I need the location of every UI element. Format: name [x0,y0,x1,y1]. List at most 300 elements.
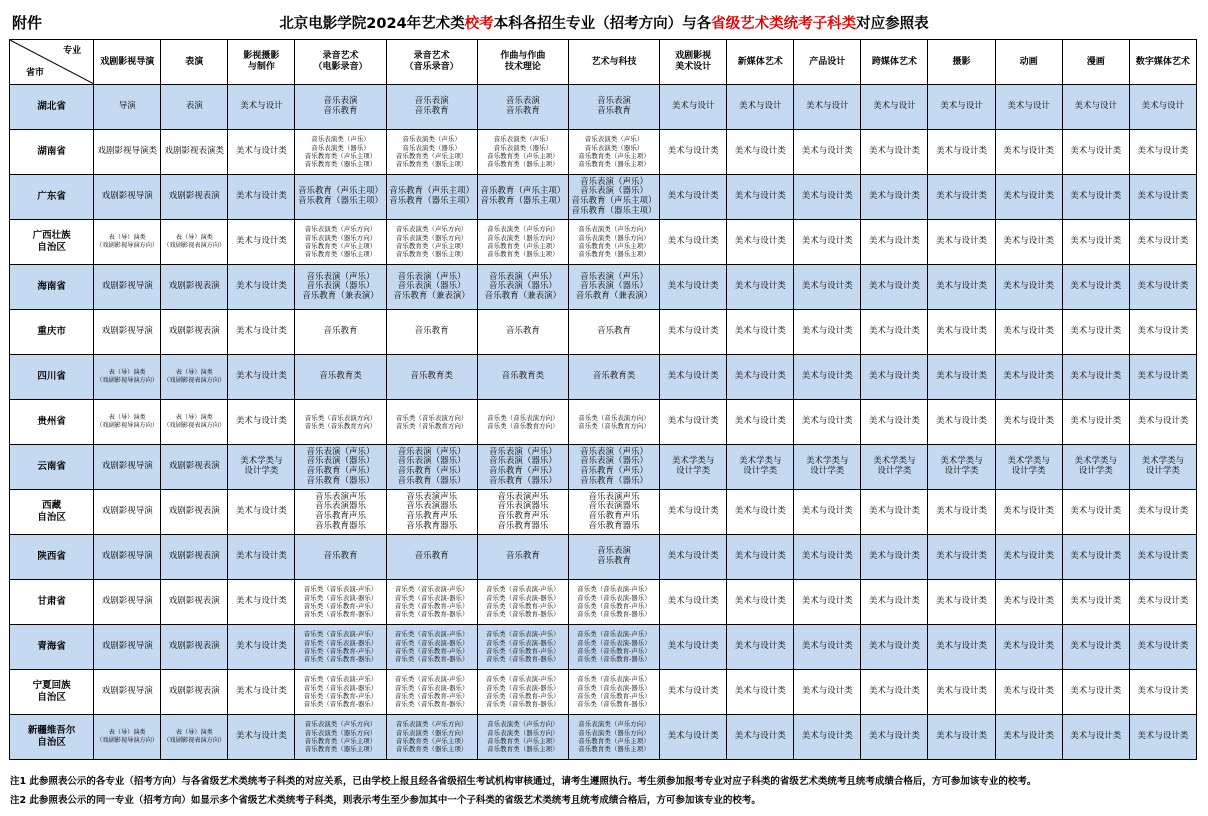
cell-line: 音乐教育 [414,106,449,116]
cell-line: 戏剧影视导演 [101,686,153,697]
table-cell: 美术与设计类 [995,310,1062,355]
cell-line: 音乐类（音乐教育方向） [578,422,650,430]
province-cell [10,445,94,490]
table-cell [161,355,228,400]
cell-line: 音乐表演类（声乐） [402,135,461,144]
cell-line: 美术学类与 [940,456,983,467]
table-cell: 美术与设计类 [1129,175,1196,220]
table-cell: 美术与设计类 [794,715,861,760]
table-cell [386,220,477,265]
cell-line: 音乐表演（声乐） [488,271,557,282]
cell-line: 音乐表演类（声乐方向） [578,225,650,234]
province-cell [10,130,94,175]
header-row [10,40,1197,85]
cell-line: 动画 [1019,56,1038,67]
cell-line: 音乐教育器乐 [588,520,640,531]
table-cell: 美术与设计类 [727,265,794,310]
table-cell [295,580,386,625]
table-cell: 美术与设计类 [861,355,928,400]
table-cell: 美术与设计类 [727,625,794,670]
table-cell: 美术与设计 [928,85,995,130]
table-row [10,715,1197,760]
cell-line: 音乐表演（器乐） [306,281,375,292]
table-row [10,265,1197,310]
cell-line: 录音艺术 [413,51,450,61]
table-cell: 美术与设计类 [727,310,794,355]
cell-line: 戏剧影视表演类 [164,146,225,157]
table-cell [386,85,477,130]
cell-line: 音乐教育声乐 [315,511,367,521]
cell-line: 音乐类（音乐教育-声乐） [394,692,469,700]
table-cell [295,130,386,175]
table-cell: 美术与设计类 [1062,535,1129,580]
table-cell: 美术与设计类 [1062,220,1129,265]
table-cell: 美术与设计类 [794,130,861,175]
cell-line: 音乐类（音乐表演-声乐） [394,585,469,594]
table-cell: 美术与设计类 [1062,715,1129,760]
table-cell: 美术与设计类 [995,625,1062,670]
cell-line: 音乐类（音乐表演-声乐） [485,675,560,684]
cell-line: 音乐教育（声乐主项） [571,196,657,206]
cell-line: 音乐教育类（器乐主项） [304,250,377,259]
table-row [10,355,1197,400]
cell-line: 海南省 [37,281,66,292]
cell-line: 音乐类（音乐表演-器乐） [394,683,469,692]
table-cell [295,175,386,220]
cell-line: 音乐类（音乐教育-声乐） [577,692,651,700]
cell-line: 戏剧影视表演 [168,551,220,562]
corner-label-province: 省市 [26,68,45,78]
cell-line: 音乐教育类（器乐主项） [578,745,650,754]
cell-line: 音乐类（音乐教育-器乐） [577,655,651,664]
table-row [10,175,1197,220]
cell-line: 美术与设计类 [235,641,287,652]
table-cell: 美术与设计类 [928,535,995,580]
cell-line: 音乐类（音乐表演-声乐） [394,630,469,639]
table-cell: 美术与设计 [1129,85,1196,130]
table-cell [568,310,659,355]
table-cell [228,175,295,220]
cell-line: 音乐类（音乐教育-声乐） [394,602,469,610]
cell-line: 新媒体艺术 [737,56,783,67]
table-cell: 美术与设计类 [660,670,727,715]
cell-line: 音乐表演类（声乐） [584,135,644,144]
province-cell [10,355,94,400]
cell-line: 美术学类与 [738,456,782,467]
cell-line: 音乐表演声乐 [497,491,549,502]
cell-line: 设计学类 [676,466,711,476]
cell-line: 音乐教育类（器乐主项） [395,250,468,259]
cell-line: 音乐教育类（声乐主项） [487,152,559,160]
cell-line: 设计学类 [743,466,778,476]
cell-line: 美术与设计 [240,101,283,112]
cell-line: 美术学类与 [671,456,715,467]
table-cell: 美术与设计类 [1062,625,1129,670]
cell-line: 湖南省 [37,146,66,157]
cell-line: 音乐类（音乐教育-声乐） [485,692,560,700]
cell-line: 音乐表演类（声乐方向） [578,720,650,729]
table-cell: 美术与设计类 [1129,400,1196,445]
table-cell [386,625,477,670]
table-cell: 美术与设计类 [861,175,928,220]
note-1: 注1 此参照表公示的各专业（招考方向）与各省级艺术类统考子科类的对应关系，已由学校上报且经各省级招生考试机构审核通过，请考生遵照执行。考生须参加报考专业对应子科类的省级艺术类统考且统考成绩合格后，方可参加该专业的校考。 [10,776,1037,787]
cell-line: 音乐类（音乐教育-声乐） [394,647,469,655]
cell-line: 音乐表演类（器乐方向） [578,728,650,737]
cell-line: 湖北省 [37,101,66,112]
province-cell [10,310,94,355]
table-cell: 美术与设计类 [1062,310,1129,355]
cell-line: 美术与设计类 [235,551,287,562]
cell-line: 音乐类（音乐教育-声乐） [303,602,378,610]
table-cell [295,625,386,670]
cell-line: 设计学类 [1011,466,1046,476]
table-cell [295,220,386,265]
table-cell: 美术与设计类 [1062,130,1129,175]
table-cell: 美术与设计类 [794,535,861,580]
table-cell [386,490,477,535]
table-cell: 美术与设计类 [995,265,1062,310]
cell-line: 音乐类（音乐表演方向） [578,413,650,422]
cell-line: 音乐教育类 [410,371,453,382]
cell-line: 音乐表演类（声乐方向） [395,225,468,234]
cell-line: （戏剧影视表演方向） [163,242,226,249]
table-cell: 美术与设计类 [660,265,727,310]
table-cell [94,175,161,220]
cell-line: 音乐表演类（器乐） [402,143,461,152]
cell-line: 音乐类（音乐表演方向） [304,413,377,422]
cell-line: 音乐类（音乐教育-声乐） [577,602,651,610]
column-header [660,40,727,85]
cell-line: 音乐表演（器乐） [488,456,557,467]
table-cell [386,265,477,310]
table-cell: 美术与设计类 [861,580,928,625]
column-header [228,40,295,85]
cell-line: 音乐教育类（声乐主项） [395,152,468,160]
cell-line: 音乐类（音乐表演-声乐） [577,585,651,594]
cell-line: 音乐类（音乐教育-器乐） [577,700,651,709]
cell-line: 美术与设计类 [235,191,287,202]
cell-line: 音乐教育类（声乐主项） [578,737,650,745]
province-cell [10,400,94,445]
table-cell: 美术与设计类 [861,310,928,355]
table-cell: 美术与设计类 [861,265,928,310]
cell-line: 音乐类（音乐教育-器乐） [303,700,378,709]
cell-line: 音乐表演 [505,96,540,107]
table-cell [228,580,295,625]
table-cell [94,265,161,310]
cell-line: 音乐教育（声乐） [488,466,557,476]
table-cell [94,715,161,760]
table-cell: 美术与设计类 [660,535,727,580]
cell-line: 戏剧影视导演 [101,326,153,337]
cell-line: 音乐表演声乐 [406,491,458,502]
cell-line: 美术学类与 [240,456,283,467]
province-cell [10,535,94,580]
cell-line: 音乐教育（器乐主项） [571,205,657,216]
table-cell: 美术与设计类 [727,535,794,580]
cell-line: 音乐类（音乐表演-器乐） [394,638,469,647]
table-cell [386,400,477,445]
table-cell [161,85,228,130]
cell-line: 音乐类（音乐教育-器乐） [577,610,651,619]
table-cell [228,535,295,580]
cell-line: 表（导）演类 [108,369,146,376]
table-cell [228,220,295,265]
table-cell [161,400,228,445]
table-cell: 美术与设计类 [1129,265,1196,310]
table-cell [568,445,659,490]
table-cell: 美术与设计类 [928,490,995,535]
cell-line: 音乐类（音乐表演-器乐） [485,593,560,602]
cell-line: 音乐教育（器乐主项） [389,196,475,206]
table-cell [477,355,568,400]
cell-line: 音乐表演类（声乐） [311,135,370,144]
table-cell [477,175,568,220]
table-cell [568,175,659,220]
cell-line: 音乐表演器乐 [406,501,458,512]
table-cell [477,220,568,265]
table-cell: 美术与设计类 [861,625,928,670]
table-cell: 美术与设计类 [1062,580,1129,625]
table-cell: 美术与设计 [995,85,1062,130]
cell-line: 音乐表演（声乐） [397,446,466,457]
table-cell [94,625,161,670]
province-cell [10,625,94,670]
cell-line: 音乐教育（器乐） [306,475,375,486]
table-cell [568,715,659,760]
table-cell [660,445,727,490]
table-cell [295,535,386,580]
reference-table [9,39,1197,760]
cell-line: 戏剧影视导演 [101,641,153,652]
table-cell [295,490,386,535]
cell-line: 美术与设计类 [235,371,287,382]
cell-line: 音乐教育 [505,106,540,116]
province-cell [10,85,94,130]
table-cell [161,175,228,220]
table-row [10,130,1197,175]
table-cell: 美术与设计 [1062,85,1129,130]
cell-line: 音乐类（音乐表演-器乐） [577,593,651,602]
province-cell [10,220,94,265]
cell-line: 音乐表演（器乐） [397,281,466,292]
table-cell [161,220,228,265]
table-cell: 美术与设计类 [995,490,1062,535]
notes [10,772,1036,810]
province-cell [10,490,94,535]
table-cell [568,355,659,400]
table-cell: 美术与设计类 [660,715,727,760]
cell-line: 音乐表演类（器乐方向） [487,233,559,242]
cell-line: 音乐表演类（器乐） [311,143,370,152]
table-cell: 美术与设计类 [995,400,1062,445]
cell-line: 音乐表演（声乐） [397,271,466,282]
cell-line: 音乐类（音乐表演-器乐） [303,593,378,602]
cell-line: 音乐类（音乐表演-器乐） [394,593,469,602]
cell-line: 音乐教育类（器乐主项） [304,160,377,169]
cell-line: 录音艺术 [322,51,359,61]
cell-line: 美术与设计类 [235,146,287,157]
cell-line: 音乐教育类（声乐主项） [304,242,377,250]
cell-line: 戏剧影视表演 [168,461,220,472]
table-cell [386,130,477,175]
cell-line: 音乐教育类（声乐主项） [395,242,468,250]
cell-line: 甘肃省 [37,596,66,607]
table-cell [477,85,568,130]
cell-line: 戏剧影视导演类 [97,146,157,157]
cell-line: 戏剧影视导演 [101,596,153,607]
column-header [161,40,228,85]
table-cell: 美术与设计类 [928,400,995,445]
table-cell [228,310,295,355]
cell-line: 音乐表演（器乐） [579,456,648,467]
cell-line: 音乐教育（兼表演） [484,290,562,301]
cell-line: 设计学类 [1078,466,1113,476]
table-cell: 美术与设计 [660,85,727,130]
table-cell [94,85,161,130]
cell-line: 戏剧影视表演 [168,641,220,652]
table-cell [94,400,161,445]
cell-line: 设计学类 [877,466,912,476]
table-cell: 美术与设计类 [1062,265,1129,310]
table-cell [94,355,161,400]
cell-line: 音乐类（音乐表演方向） [487,413,559,422]
cell-line: 音乐教育（兼表演） [393,290,470,301]
table-cell: 美术与设计类 [995,175,1062,220]
column-header [928,40,995,85]
table-cell [228,355,295,400]
cell-line: 音乐表演 [596,546,631,557]
table-cell: 美术与设计类 [995,355,1062,400]
table-cell: 美术与设计类 [1062,670,1129,715]
cell-line: （戏剧影视表演方向） [163,422,226,429]
title-part-3: 对应参照表 [856,16,929,32]
cell-line: 音乐表演（器乐） [579,186,648,197]
table-cell: 美术与设计类 [727,400,794,445]
annex-label: 附件 [12,14,43,32]
table-cell [568,625,659,670]
cell-line: 与制作 [247,62,275,72]
cell-line: 音乐类（音乐教育-器乐） [303,655,378,664]
table-cell: 美术与设计类 [794,400,861,445]
table-cell [161,715,228,760]
table-cell [995,445,1062,490]
cell-line: 音乐类（音乐教育-器乐） [394,655,469,664]
cell-line: 戏剧影视表演 [168,686,220,697]
table-cell [386,175,477,220]
cell-line: 戏剧影视表演 [168,191,220,202]
cell-line: 表（导）演类 [175,369,213,376]
table-cell [295,670,386,715]
cell-line: 音乐教育类 [592,371,636,382]
cell-line: 美术与设计类 [235,236,287,247]
table-cell [386,715,477,760]
table-cell: 美术与设计类 [928,175,995,220]
table-cell: 美术与设计类 [660,400,727,445]
cell-line: 音乐教育（声乐主项） [480,186,566,197]
table-cell: 美术与设计类 [1129,715,1196,760]
table-cell [94,130,161,175]
table-cell [295,355,386,400]
column-header [94,40,161,85]
table-cell: 美术与设计类 [1129,220,1196,265]
title-highlight-1: 校考 [464,16,494,32]
table-cell [477,490,568,535]
table-cell [228,715,295,760]
cell-line: 作曲与作曲 [500,51,546,61]
title-highlight-2: 省级艺术类统考子科类 [711,16,857,32]
cell-line: 表（导）演类 [175,729,213,736]
table-cell: 美术与设计类 [794,265,861,310]
cell-line: 音乐类（音乐表演-器乐） [485,683,560,692]
cell-line: 音乐表演（器乐） [306,456,375,467]
cell-line: 音乐表演类（器乐方向） [487,728,559,737]
cell-line: 音乐教育（器乐） [579,475,648,486]
table-cell: 美术与设计类 [1129,580,1196,625]
cell-line: 设计学类 [810,466,845,476]
cell-line: 音乐类（音乐教育-器乐） [394,610,469,619]
column-header [386,40,477,85]
cell-line: 音乐类（音乐教育-声乐） [485,602,560,610]
cell-line: 戏剧影视表演 [168,281,220,292]
cell-line: 音乐类（音乐教育-器乐） [485,610,560,619]
province-cell [10,580,94,625]
table-cell [568,85,659,130]
cell-line: 表演 [185,101,203,112]
column-header [477,40,568,85]
table-cell: 美术与设计类 [794,175,861,220]
cell-line: 美术设计 [675,62,712,72]
table-cell [477,130,568,175]
column-header [1129,40,1196,85]
table-cell: 美术与设计类 [727,580,794,625]
table-cell [161,265,228,310]
cell-line: 音乐类（音乐表演-器乐） [303,683,378,692]
cell-line: 美术与设计类 [235,596,287,607]
table-cell [861,445,928,490]
cell-line: 音乐教育类（声乐主项） [304,737,377,745]
cell-line: 音乐教育 [323,106,358,116]
column-header [1062,40,1129,85]
cell-line: 音乐表演类（器乐） [584,143,644,152]
cell-line: 音乐教育器乐 [315,520,367,531]
cell-line: 美术与设计类 [235,416,287,427]
cell-line: 云南省 [37,461,66,472]
table-cell: 美术与设计类 [727,220,794,265]
cell-line: 音乐类（音乐教育-声乐） [303,647,378,655]
table-cell: 美术与设计类 [1062,400,1129,445]
cell-line: 音乐教育 [323,551,358,562]
table-cell: 美术与设计类 [861,490,928,535]
cell-line: 音乐表演类（声乐方向） [395,720,468,729]
cell-line: 音乐教育类（器乐主项） [487,745,559,754]
cell-line: 音乐类（音乐表演-声乐） [303,675,378,684]
table-cell [94,310,161,355]
column-header [727,40,794,85]
table-cell: 美术与设计类 [794,220,861,265]
table-cell [568,670,659,715]
table-cell [295,85,386,130]
table-cell [161,445,228,490]
table-cell: 美术与设计类 [861,130,928,175]
cell-line: （戏剧影视表演方向） [163,737,226,744]
table-cell: 美术与设计类 [660,310,727,355]
province-cell [10,670,94,715]
cell-line: 音乐类（音乐表演-器乐） [577,638,651,647]
cell-line: 戏剧影视导演 [100,56,155,67]
table-cell: 美术与设计类 [794,355,861,400]
cell-line: 戏剧影视导演 [101,551,153,562]
